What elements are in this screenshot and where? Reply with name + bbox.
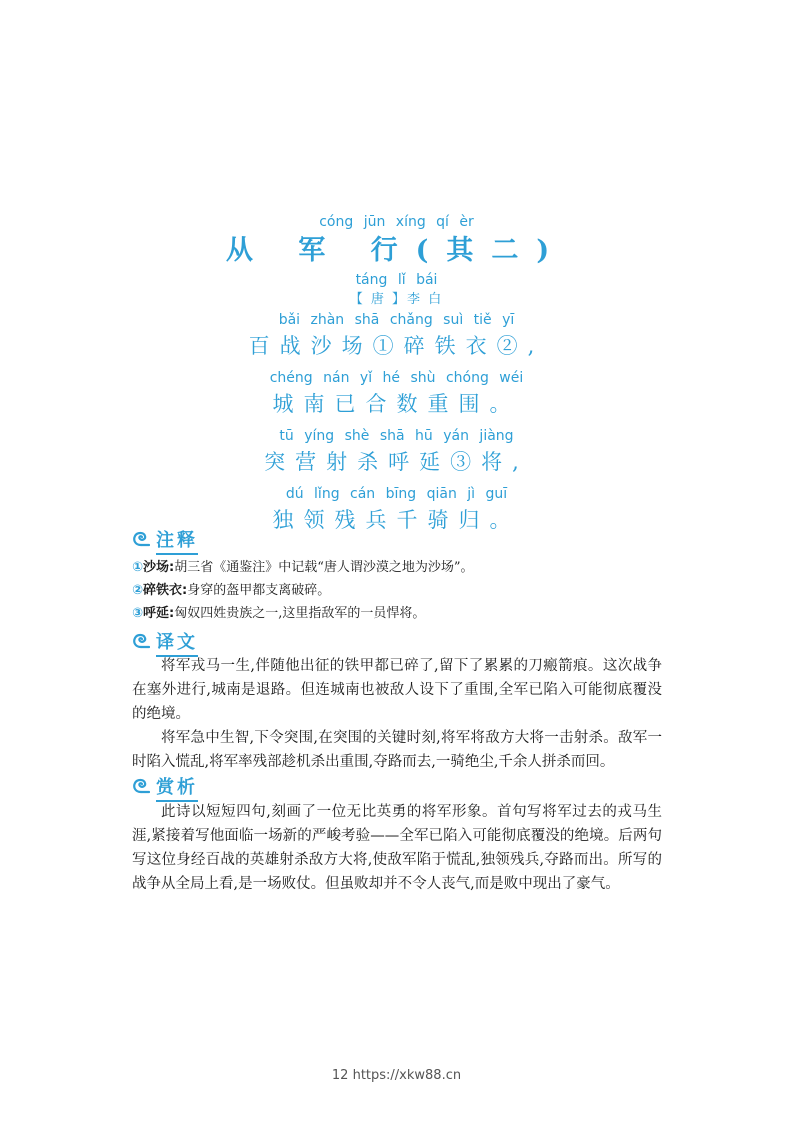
- note-number: ②: [132, 583, 144, 598]
- note-number: ①: [132, 560, 144, 575]
- line-pinyin: tū yíng shè shā hū yán jiàng: [279, 428, 514, 444]
- translation-heading-label: 译文: [156, 628, 198, 657]
- poem-block: [0, 212, 793, 536]
- notes-heading-label: 注释: [156, 526, 198, 555]
- appreciation-heading-label: 赏析: [156, 773, 198, 802]
- note-term: 沙场:: [143, 560, 175, 575]
- translation-paragraph: 将军戎马一生,伴随他出征的铁甲都已碎了,留下了累累的刀瘢箭痕。这次战争在塞外进行,城南是退路。但连城南也被敌人设下了重围,全军已陷入可能彻底覆没的绝境。: [132, 658, 662, 722]
- page-footer: [0, 1068, 793, 1083]
- appreciation-heading: [132, 773, 198, 802]
- note-term: 碎铁衣:: [143, 583, 188, 598]
- swirl-icon: [132, 531, 150, 551]
- swirl-icon: [132, 778, 150, 798]
- note-text: 身穿的盔甲都支离破碎。: [187, 583, 331, 598]
- note-number: ③: [132, 606, 144, 621]
- line-pinyin: bǎi zhàn shā chǎng suì tiě yī: [278, 312, 515, 328]
- translation-heading: [132, 628, 198, 657]
- footer-url[interactable]: https://xkw88.cn: [352, 1068, 462, 1083]
- poem-author: 【 唐 】李 白: [349, 292, 444, 307]
- poem-line: 城南已合数重围。: [272, 392, 521, 416]
- poem-line: 突营射杀呼延③将,: [264, 450, 529, 474]
- note-item: [132, 602, 425, 621]
- note-text: 匈奴四姓贵族之一,这里指敌军的一员悍将。: [174, 606, 426, 621]
- poem-line: 独领残兵千骑归。: [272, 508, 521, 532]
- page-number: 12: [331, 1068, 349, 1083]
- swirl-icon: [132, 633, 150, 653]
- appreciation-paragraph: 此诗以短短四句,刻画了一位无比英勇的将军形象。首句写将军过去的戎马生涯,紧接着写他面临一场新的严峻考验——全军已陷入可能彻底覆没的绝境。后两句写这位身经百战的英雄射杀敌方大将,使敌军陷于慌乱,独领残兵,夺路而出。所写的战争从全局上看,是一场败仗。但虽败却并不令人丧气,而是败中现出了豪气。: [132, 804, 662, 892]
- note-item: [132, 556, 474, 575]
- title-pinyin: cóng jūn xíng qí èr: [319, 214, 474, 230]
- note-text: 胡三省《通鉴注》中记载“唐人谓沙漠之地为沙场”。: [174, 560, 474, 575]
- line-pinyin: dú lǐng cán bīng qiān jì guī: [285, 486, 508, 502]
- notes-heading: [132, 526, 198, 555]
- poem-line: 百战沙场①碎铁衣②,: [248, 334, 545, 358]
- note-item: [132, 579, 330, 598]
- translation-paragraph: 将军急中生智,下令突围,在突围的关键时刻,将军将敌方大将一击射杀。敌军一时陷入慌乱,将军率残部趁机杀出重围,夺路而去,一骑绝尘,千余人拼杀而回。: [132, 730, 662, 770]
- poem-title: 从 军 行(其二): [225, 235, 568, 266]
- line-pinyin: chéng nán yǐ hé shù chóng wéi: [269, 370, 524, 386]
- author-pinyin: táng lǐ bái: [355, 272, 438, 288]
- note-term: 呼延:: [143, 606, 175, 621]
